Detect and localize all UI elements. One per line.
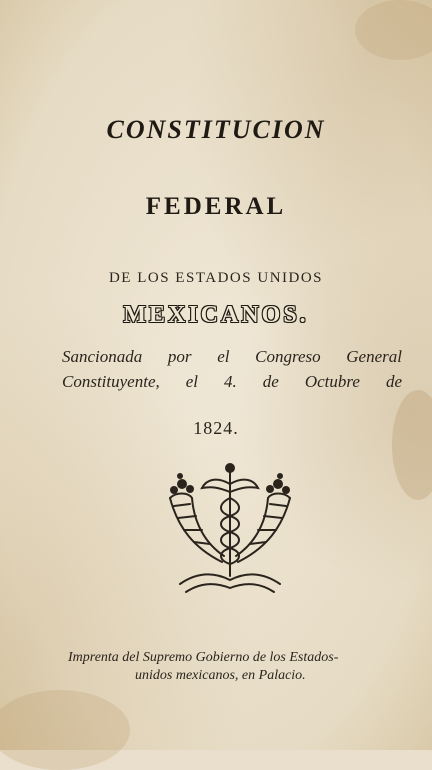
sanction-year: 1824. [193,418,239,438]
sanction-line-1: Sancionada por el Congreso General [62,347,402,366]
title-mexicanos: MEXICANOS. [123,302,309,328]
sanction-line-2: Constituyente, el 4. de Octubre de [62,372,402,391]
subtitle-estados-unidos: DE LOS ESTADOS UNIDOS [108,270,324,286]
paper-stain [0,690,130,770]
imprint-line-2: unidos mexicanos, en Palacio. [135,668,306,683]
title-constitucion: CONSTITUCION [106,115,326,144]
caduceus-cornucopia-emblem-icon [150,458,310,608]
paper-stain [355,0,432,60]
paper-stain [392,390,432,500]
imprint-line-1: Imprenta del Supremo Gobierno de los Estados- [68,650,339,665]
title-federal: FEDERAL [145,193,287,220]
